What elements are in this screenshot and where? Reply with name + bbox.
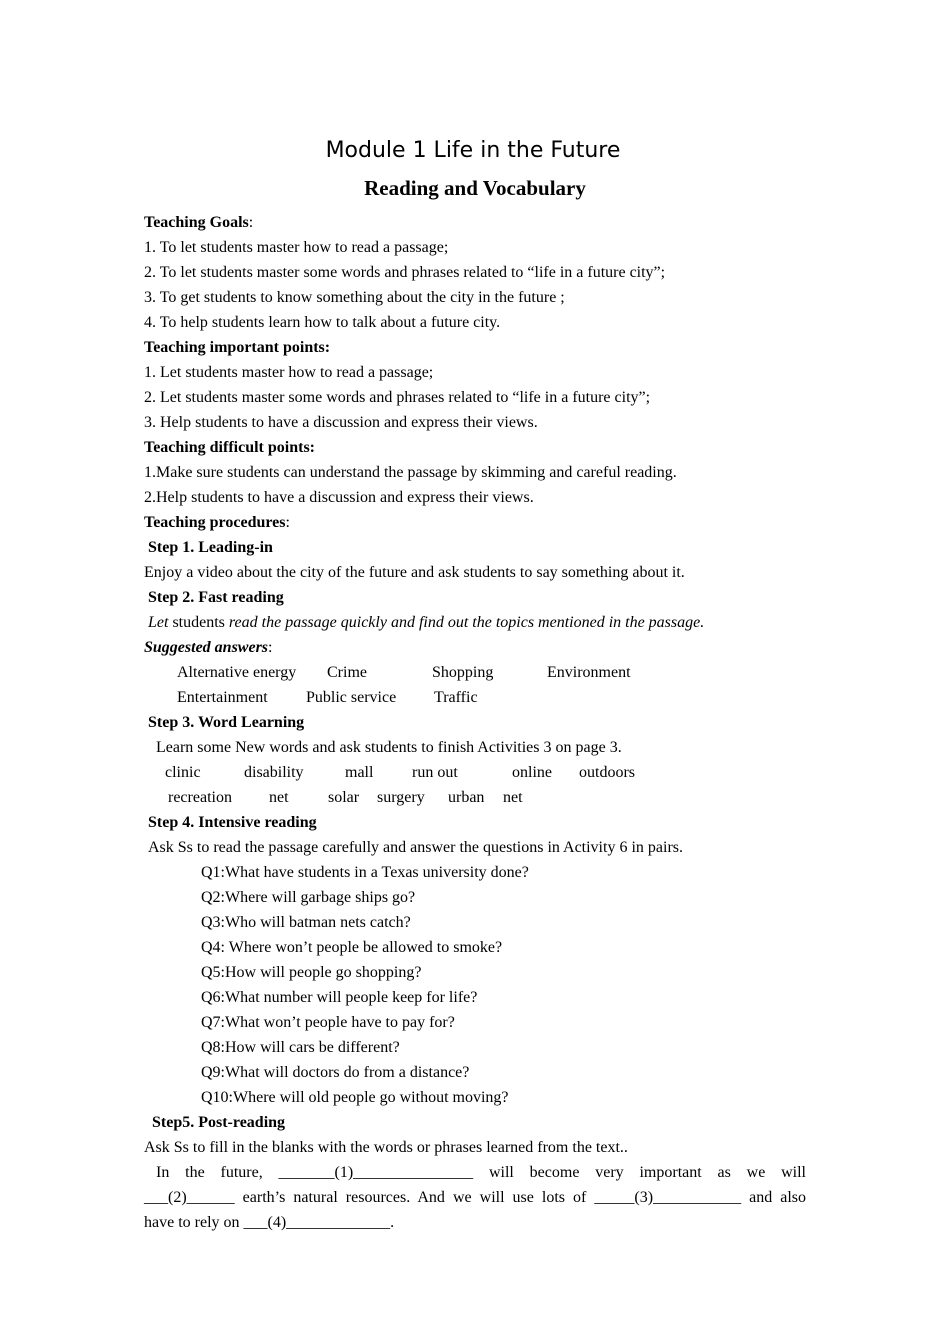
step5-text: Ask Ss to fill in the blanks with the words or phrases learned from the text..: [144, 1139, 628, 1156]
procedures-heading: [144, 510, 806, 535]
document-subtitle: Reading and Vocabulary: [364, 176, 586, 200]
step2-text-students: students: [168, 614, 229, 631]
difficult-point-item: 2.Help students to have a discussion and express their views.: [144, 489, 534, 506]
goals-heading: [144, 210, 806, 235]
step3-text: Learn some New words and ask students to finish Activities 3 on page 3.: [156, 739, 622, 756]
procedures-heading-colon: :: [285, 514, 290, 531]
suggested-answers-label: [144, 635, 806, 660]
word-item: outdoors: [579, 764, 635, 781]
step1-heading: Step 1. Leading-in: [148, 539, 273, 556]
fill-blank-line: have to rely on ___(4)_____________.: [144, 1214, 395, 1231]
answers-row: [144, 685, 806, 710]
document-body: [144, 134, 806, 1235]
answer-item: Shopping: [432, 664, 494, 681]
suggested-answers-colon: :: [268, 639, 273, 656]
difficult-point-item: 1.Make sure students can understand the passage by skimming and careful reading.: [144, 464, 677, 481]
step2-text-rest: read the passage quickly and find out the topics mentioned in the passage.: [228, 614, 705, 631]
suggested-answers-text: Suggested answers: [144, 639, 269, 656]
answer-item: Alternative energy: [177, 664, 297, 681]
word-item: clinic: [165, 764, 201, 781]
word-item: run out: [412, 764, 458, 781]
answer-item: Entertainment: [177, 689, 268, 706]
step1-text: Enjoy a video about the city of the future and ask students to say something about it.: [144, 564, 685, 581]
step2-text: [144, 610, 806, 635]
step4-heading: Step 4. Intensive reading: [148, 814, 317, 831]
word-item: online: [512, 764, 552, 781]
important-point-item: 3. Help students to have a discussion and express their views.: [144, 414, 538, 431]
important-point-item: 2. Let students master some words and phrases related to “life in a future city”;: [144, 389, 651, 406]
difficult-points-heading: Teaching difficult points:: [144, 439, 315, 456]
important-points-heading: Teaching important points:: [144, 339, 331, 356]
word-item: recreation: [168, 789, 232, 806]
step5-heading: Step5. Post-reading: [152, 1114, 286, 1131]
question-item: Q8:How will cars be different?: [201, 1039, 400, 1056]
question-item: Q1:What have students in a Texas university done?: [201, 864, 529, 881]
answers-row: [144, 660, 806, 685]
goals-heading-text: Teaching Goals: [144, 214, 249, 231]
words-row: [144, 760, 806, 785]
step2-heading: Step 2. Fast reading: [148, 589, 284, 606]
question-item: Q6:What number will people keep for life?: [201, 989, 478, 1006]
question-item: Q2:Where will garbage ships go?: [201, 889, 416, 906]
procedures-heading-text: Teaching procedures: [144, 514, 286, 531]
document-title: Module 1 Life in the Future: [325, 138, 621, 163]
word-item: solar: [328, 789, 360, 806]
important-point-item: 1. Let students master how to read a passage;: [144, 364, 434, 381]
question-item: Q3:Who will batman nets catch?: [201, 914, 411, 931]
word-item: net: [269, 789, 289, 806]
fill-blank-line: In the future, _______(1)_______________ will become very important as we will: [156, 1164, 806, 1181]
answer-item: Public service: [306, 689, 397, 706]
goals-heading-colon: :: [248, 214, 254, 231]
step3-heading: Step 3. Word Learning: [148, 714, 305, 731]
question-item: Q10:Where will old people go without moving?: [201, 1089, 509, 1106]
question-item: Q5:How will people go shopping?: [201, 964, 422, 981]
step2-text-let: Let: [148, 614, 169, 631]
word-item: surgery: [377, 789, 425, 806]
goal-item: 2. To let students master some words and phrases related to “life in a future city”;: [144, 264, 666, 281]
step4-text: Ask Ss to read the passage carefully and answer the questions in Activity 6 in pairs.: [148, 839, 683, 856]
question-item: Q7:What won’t people have to pay for?: [201, 1014, 455, 1031]
answer-item: Environment: [547, 664, 631, 681]
question-item: Q4: Where won’t people be allowed to smoke?: [201, 939, 503, 956]
answer-item: Traffic: [434, 689, 478, 706]
word-item: mall: [345, 764, 374, 781]
word-item: disability: [244, 764, 304, 781]
words-row: [144, 785, 806, 810]
word-item: urban: [448, 789, 485, 806]
goal-item: 1. To let students master how to read a passage;: [144, 239, 449, 256]
goal-item: 4. To help students learn how to talk about a future city.: [144, 314, 501, 331]
question-item: Q9:What will doctors do from a distance?: [201, 1064, 470, 1081]
word-item: net: [503, 789, 523, 806]
answer-item: Crime: [327, 664, 367, 681]
goal-item: 3. To get students to know something about the city in the future ;: [144, 289, 565, 306]
fill-blank-line: ___(2)______ earth’s natural resources. And we will use lots of _____(3)___________ and also: [144, 1189, 806, 1206]
